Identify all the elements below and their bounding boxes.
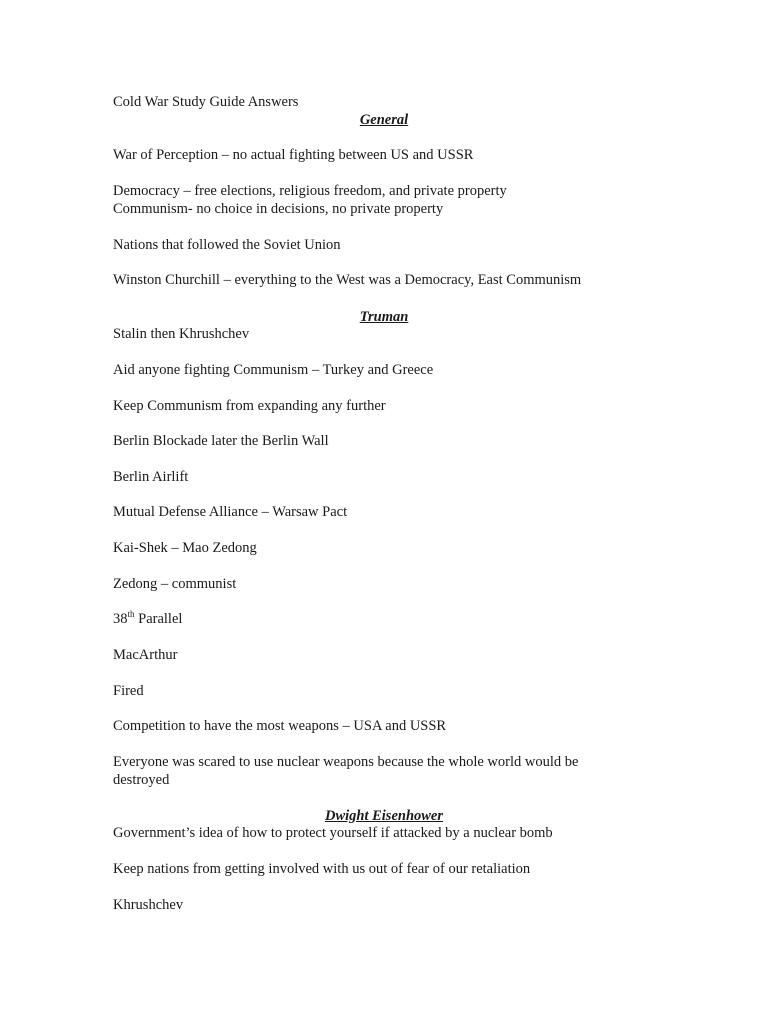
- answer-line: Winston Churchill – everything to the West was a Democracy, East Communism: [113, 272, 582, 288]
- answer-line: Communism- no choice in decisions, no private property: [113, 201, 444, 217]
- answer-line: destroyed: [113, 772, 170, 788]
- answer-line: Nations that followed the Soviet Union: [113, 237, 341, 253]
- answer-line: Keep nations from getting involved with us out of fear of our retaliation: [113, 861, 531, 877]
- document-title: Cold War Study Guide Answers: [113, 94, 299, 110]
- answer-line: Competition to have the most weapons – USA and USSR: [113, 718, 447, 734]
- answer-line: Government’s idea of how to protect yourself if attacked by a nuclear bomb: [113, 825, 553, 841]
- answer-line: Mutual Defense Alliance – Warsaw Pact: [113, 504, 348, 520]
- section-heading-general: General: [359, 112, 409, 128]
- answer-line: Everyone was scared to use nuclear weapons because the whole world would be: [113, 754, 579, 770]
- answer-line-38th-parallel: [113, 610, 182, 628]
- answer-line: Berlin Airlift: [113, 469, 189, 485]
- answer-line: Khrushchev: [113, 897, 184, 913]
- parallel-number: 38: [113, 611, 128, 627]
- answer-line: Democracy – free elections, religious freedom, and private property: [113, 183, 507, 199]
- answer-line: Keep Communism from expanding any further: [113, 398, 386, 414]
- answer-line: War of Perception – no actual fighting between US and USSR: [113, 147, 474, 163]
- parallel-word: Parallel: [138, 611, 183, 627]
- answer-line: Kai-Shek – Mao Zedong: [113, 540, 257, 556]
- answer-line: MacArthur: [113, 647, 178, 663]
- ordinal-suffix: th: [127, 609, 135, 620]
- answer-line: Berlin Blockade later the Berlin Wall: [113, 433, 329, 449]
- answer-line: Fired: [113, 683, 144, 699]
- answer-line: Aid anyone fighting Communism – Turkey and Greece: [113, 362, 434, 378]
- section-heading-eisenhower: Dwight Eisenhower: [324, 808, 444, 824]
- answer-line: Stalin then Khrushchev: [113, 326, 250, 342]
- answer-line: Zedong – communist: [113, 576, 237, 592]
- section-heading-truman: Truman: [359, 309, 409, 325]
